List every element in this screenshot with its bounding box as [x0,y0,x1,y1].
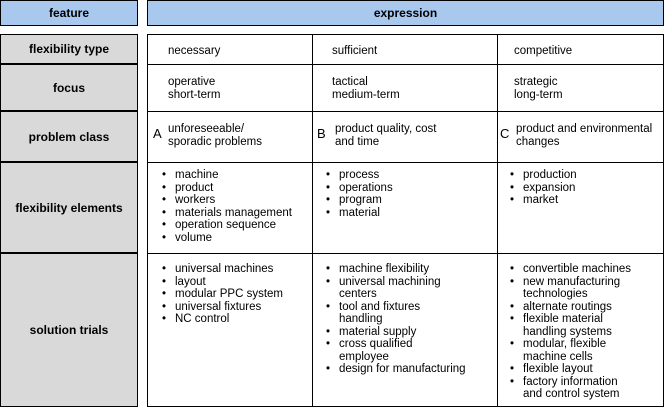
list-item-text: production [523,169,577,181]
bullet-glyph: • [162,169,167,181]
column-divider [312,35,313,406]
bullet-glyph: • [510,181,515,194]
feature-header [0,0,138,26]
list-solution-trials-competitive [510,263,631,401]
list-item-text: expansion [523,181,576,194]
cell-problem-class-sufficient: product quality, cost and time [335,123,437,148]
bullet-glyph: • [326,363,331,375]
list-item [162,276,283,289]
bullet-glyph: • [510,338,515,350]
list-item-text: flexible layout [523,363,593,375]
list-item [162,263,283,276]
bullet-glyph: • [162,275,167,288]
list-item-text: materials management [175,206,292,219]
bullet-glyph: • [510,375,515,388]
list-item [326,194,393,207]
problem-class-letter-a: A [153,126,162,141]
list-item [510,301,631,314]
bullet-list [162,169,292,244]
row-divider [148,253,663,254]
list-solution-trials-necessary [162,263,283,326]
bullet-glyph: • [326,181,331,194]
bullet-glyph: • [326,338,331,350]
list-item-text: process [339,169,380,181]
bullet-glyph: • [162,231,167,244]
list-item-text: convertible machines [523,263,632,275]
cell-focus-competitive: strategic long-term [514,76,563,101]
list-item [510,313,631,338]
list-item [510,182,577,195]
list-item [510,194,577,207]
bullet-glyph: • [162,181,167,194]
list-item-text: flexible material handling systems [523,313,612,338]
row-label-flexibility-type: flexibility type [0,34,138,64]
list-item [510,376,631,401]
list-item-text: material [339,206,380,219]
row-label-solution-trials: solution trials [0,253,138,407]
list-item [162,207,292,220]
list-item [326,182,393,195]
row-divider [148,162,663,163]
bullet-glyph: • [326,169,331,181]
cell-flexibility-type-sufficient: sufficient [332,45,378,57]
list-item [162,301,283,314]
bullet-glyph: • [510,169,515,181]
expression-header-label: expression [373,6,438,20]
list-item-text: new manufacturing technologies [523,275,621,300]
bullet-glyph: • [162,300,167,313]
list-item [326,363,466,376]
problem-class-letter-c: C [500,126,510,141]
list-flexibility-elements-necessary [162,169,292,244]
list-item [510,263,631,276]
bullet-glyph: • [162,313,167,325]
list-item [510,363,631,376]
list-item-text: program [339,194,382,206]
bullet-glyph: • [510,300,515,313]
list-item-text: alternate routings [523,300,612,313]
bullet-glyph: • [510,263,515,275]
bullet-list [510,169,577,207]
list-item-text: NC control [175,313,230,325]
list-item-text: modular PPC system [175,288,284,300]
cell-focus-necessary: operative short-term [168,76,221,101]
column-divider [497,35,498,406]
list-item-text: universal machines [175,263,274,275]
cell-problem-class-competitive: product and environmental changes [516,123,653,148]
list-item [326,169,393,182]
list-item [326,207,393,220]
row-label-problem-class: problem class [0,111,138,162]
list-item-text: modular, flexible machine cells [523,338,607,363]
list-item [326,301,466,326]
list-item-text: operation sequence [175,219,277,231]
expression-header [147,0,664,26]
bullet-glyph: • [326,206,331,219]
row-divider [148,64,663,65]
bullet-list [326,263,466,376]
list-item [162,219,292,232]
list-item [162,288,283,301]
list-item-text: machine [175,169,219,181]
bullet-list [326,169,393,219]
bullet-glyph: • [162,288,167,300]
list-item-text: machine flexibility [339,263,430,275]
bullet-glyph: • [510,194,515,206]
list-item-text: tool and fixtures handling [339,300,421,325]
list-item [510,276,631,301]
list-item-text: factory information and control system [523,375,620,400]
list-flexibility-elements-competitive [510,169,577,207]
bullet-list [162,263,283,326]
list-item-text: universal machining centers [339,275,441,300]
list-item [162,169,292,182]
bullet-glyph: • [326,325,331,338]
row-label-focus: focus [0,64,138,111]
list-flexibility-elements-sufficient [326,169,393,219]
problem-class-letter-b: B [317,126,326,141]
cell-problem-class-necessary: unforeseeable/ sporadic problems [168,123,262,148]
list-item [162,194,292,207]
list-item-text: layout [175,275,206,288]
cell-focus-sufficient: tactical medium-term [332,76,400,101]
list-item [326,263,466,276]
list-item [162,313,283,326]
bullet-glyph: • [162,194,167,206]
list-item [510,338,631,363]
list-item-text: material supply [339,325,417,338]
list-item-text: volume [175,231,213,244]
list-solution-trials-sufficient [326,263,466,376]
list-item-text: design for manufacturing [339,363,466,375]
list-item-text: operations [339,181,393,194]
bullet-glyph: • [510,363,515,375]
list-item [326,276,466,301]
list-item [162,232,292,245]
row-divider [148,111,663,112]
bullet-glyph: • [326,194,331,206]
bullet-glyph: • [510,313,515,325]
bullet-glyph: • [510,275,515,288]
list-item [510,169,577,182]
bullet-glyph: • [326,275,331,288]
list-item-text: product [175,181,214,194]
list-item-text: universal fixtures [175,300,262,313]
list-item [326,338,466,363]
row-label-flexibility-elements: flexibility elements [0,162,138,253]
bullet-glyph: • [162,206,167,219]
bullet-glyph: • [326,300,331,313]
list-item-text: market [523,194,559,206]
list-item [326,326,466,339]
cell-flexibility-type-competitive: competitive [514,45,573,57]
expression-grid [147,34,664,407]
bullet-glyph: • [162,219,167,231]
list-item-text: cross qualified employee [339,338,413,363]
list-item-text: workers [175,194,216,206]
feature-header-label: feature [48,6,89,20]
cell-flexibility-type-necessary: necessary [168,45,221,57]
bullet-glyph: • [326,263,331,275]
list-item [162,182,292,195]
bullet-list [510,263,631,401]
bullet-glyph: • [162,263,167,275]
